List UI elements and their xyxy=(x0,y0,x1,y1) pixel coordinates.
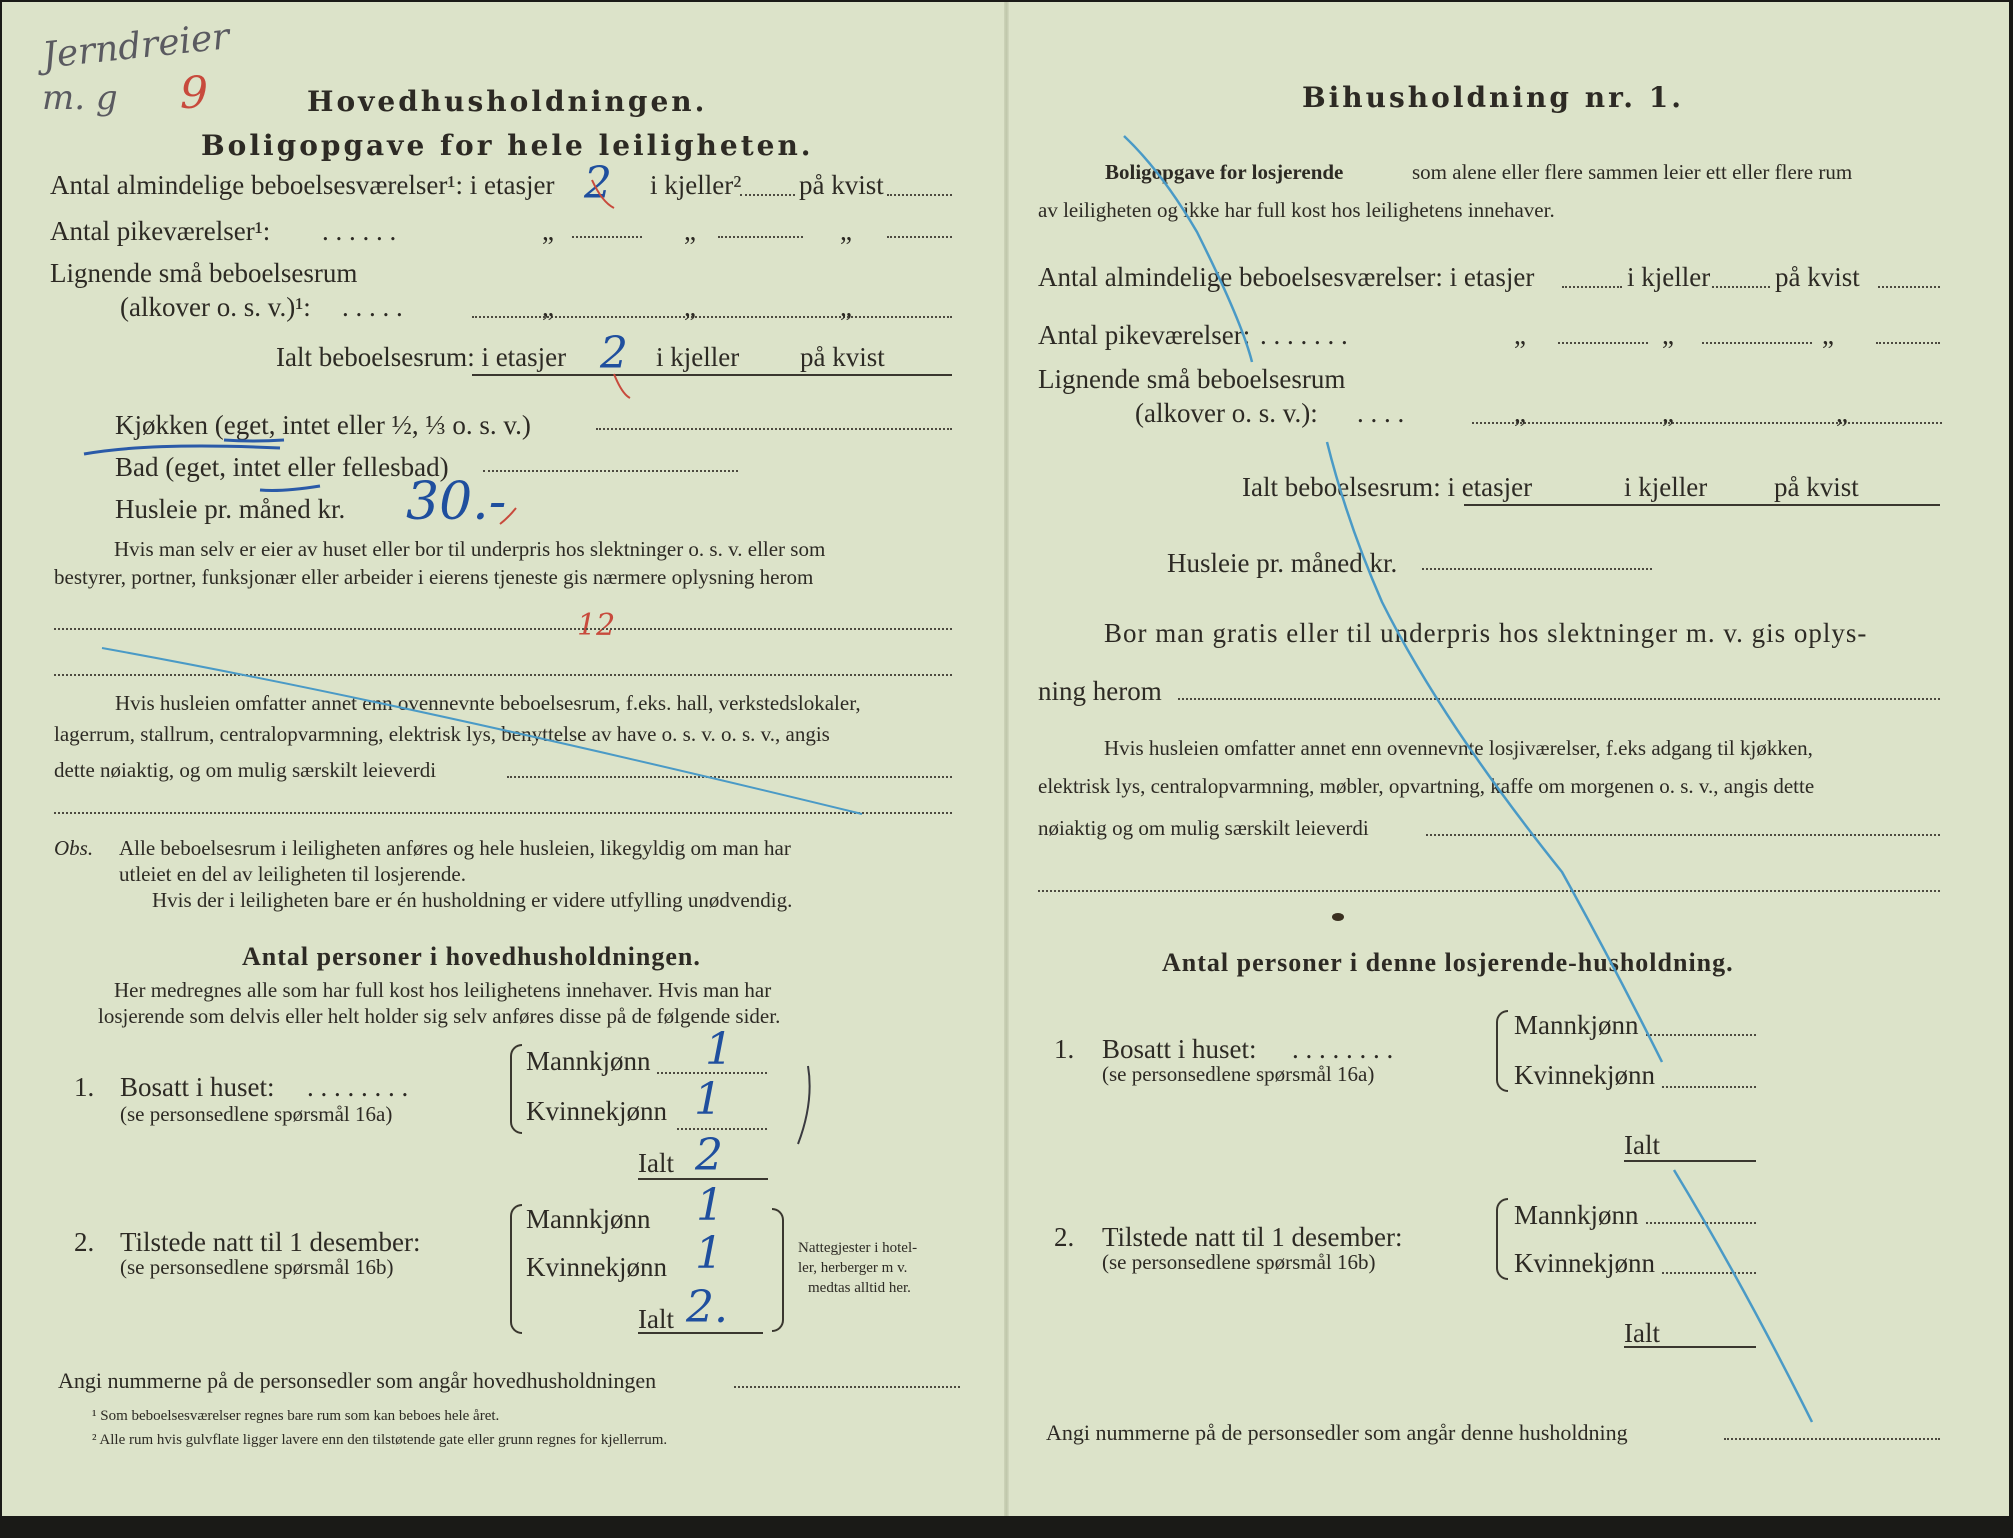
lodger-small-rooms-dots: . . . . xyxy=(1357,398,1405,428)
lodger-small-ditto-2: „ xyxy=(1662,398,1674,428)
ordinary-rooms-label: Antal almindelige beboelsesværelser¹: i etasjer xyxy=(50,170,555,200)
rent-label: Husleie pr. måned kr. xyxy=(115,494,346,524)
extras-paragraph-line-3: dette nøiaktig, og om mulig særskilt leieverdi xyxy=(54,758,437,782)
bath-label: Bad (eget, intet eller fellesbad) xyxy=(115,452,449,482)
lodger-resident-number: 1. xyxy=(1054,1034,1075,1064)
lodger-present-label: Tilstede natt til 1 desember: xyxy=(1102,1222,1403,1252)
obs-line-1: Alle beboelsesrum i leiligheten anføres og hele husleien, likegyldig om man har xyxy=(119,836,791,860)
main-household-title: Hovedhusholdningen. xyxy=(307,85,708,118)
lodger-present-female-label: Kvinnekjønn xyxy=(1514,1248,1655,1278)
resident-label: Bosatt i huset: xyxy=(120,1072,275,1102)
lodger-rooms-attic-label: på kvist xyxy=(1775,262,1860,292)
lodger-extras-line-2: elektrisk lys, centralopvarmning, møbler, opvartning, kaffe om morgenen o. s. v., angis dette xyxy=(1038,774,1815,798)
maid-rooms-label: Antal pikeværelser¹: xyxy=(50,216,271,246)
obs-line-3: Hvis der i leiligheten bare er én husholdning er videre utfylling unødvendig. xyxy=(152,888,793,912)
night-guests-note-2: ler, herberger m v. xyxy=(798,1260,908,1276)
small-rooms-label-2: (alkover o. s. v.)¹: xyxy=(120,292,311,322)
lodger-small-ditto-3: „ xyxy=(1836,398,1848,428)
main-persons-line-2: losjerende som delvis eller helt holder sig selv anføres disse på de følgende sider. xyxy=(98,1004,781,1028)
present-female-value: 1 xyxy=(695,1228,723,1279)
lodger-maid-ditto-3: „ xyxy=(1822,320,1834,350)
census-form-sheet xyxy=(2,2,2009,1516)
extras-paragraph-line-1: Hvis husleien omfatter annet enn ovennevnte beboelsesrum, f.eks. hall, verkstedslokaler, xyxy=(115,691,861,715)
present-total-value: 2. xyxy=(686,1282,728,1333)
small-rooms-ditto-2: „ xyxy=(684,292,696,322)
main-household-subtitle: Boligopgave for hele leiligheten. xyxy=(201,129,814,162)
main-persons-title: Antal personer i hovedhusholdningen. xyxy=(242,942,701,971)
maid-rooms-ditto-2: „ xyxy=(684,216,696,246)
lodger-resident-sub: (se personsedlene spørsmål 16a) xyxy=(1102,1062,1375,1086)
obs-line-2: utleiet en del av leiligheten til losjerende. xyxy=(119,862,466,886)
present-male-value: 1 xyxy=(696,1180,724,1231)
lodger-rent-label: Husleie pr. måned kr. xyxy=(1167,548,1398,578)
lodger-present-sub: (se personsedlene spørsmål 16b) xyxy=(1102,1250,1376,1274)
lodger-total-rooms-label: Ialt beboelsesrum: i etasjer xyxy=(1242,472,1533,502)
lodger-present-number: 2. xyxy=(1054,1222,1075,1252)
present-total-label: Ialt xyxy=(638,1304,674,1334)
total-rooms-floors-value: 2 xyxy=(600,328,628,379)
lodger-total-attic-label: på kvist xyxy=(1774,472,1859,502)
total-rooms-label: Ialt beboelsesrum: i etasjer xyxy=(276,342,567,372)
lodger-present-total-label: Ialt xyxy=(1624,1318,1660,1348)
lodger-maid-rooms-dots: . . . . . . . xyxy=(1260,320,1348,350)
lodger-resident-male-label: Mannkjønn xyxy=(1514,1010,1639,1040)
sub-household-title: Bihusholdning nr. 1. xyxy=(1302,81,1684,114)
lodger-free-line-2: ning herom xyxy=(1038,676,1162,706)
lodger-total-cellar-label: i kjeller xyxy=(1624,472,1708,502)
lodger-small-ditto-1: „ xyxy=(1514,398,1526,428)
resident-female-label: Kvinnekjønn xyxy=(526,1096,667,1126)
margin-note-code: m. g xyxy=(42,78,118,118)
lodger-resident-dots: . . . . . . . . xyxy=(1292,1034,1394,1064)
extras-paragraph-line-2: lagerrum, stallrum, centralopvarmning, elektrisk lys, benyttelse av have o. s. v. o. s. v., angis xyxy=(54,722,830,746)
main-person-numbers-label: Angi nummerne på de personsedler som angår hovedhusholdningen xyxy=(58,1368,657,1393)
resident-sub: (se personsedlene spørsmål 16a) xyxy=(120,1102,393,1126)
ordinary-rooms-attic-label: på kvist xyxy=(799,170,884,200)
owner-paragraph-line-2: bestyrer, portner, funksjonær eller arbeider i eierens tjeneste gis nærmere oplysning herom xyxy=(54,565,814,589)
lodger-rooms-cellar-label: i kjeller xyxy=(1627,262,1711,292)
kitchen-label: Kjøkken (eget, intet eller ½, ⅓ o. s. v.) xyxy=(115,410,531,440)
lodger-maid-ditto-2: „ xyxy=(1662,320,1674,350)
resident-total-value: 2 xyxy=(695,1130,723,1181)
resident-number: 1. xyxy=(74,1072,95,1102)
sub-household-intro-bold: Boligopgave for losjerende xyxy=(1105,160,1344,184)
lodger-maid-rooms-label: Antal pikeværelser: xyxy=(1038,320,1251,350)
night-guests-note-3: medtas alltid her. xyxy=(808,1280,911,1296)
present-sub: (se personsedlene spørsmål 16b) xyxy=(120,1255,394,1279)
owner-paragraph-note: 12 xyxy=(577,608,616,643)
sub-household-intro-2: av leiligheten og ikke har full kost hos leilighetens innehaver. xyxy=(1038,198,1555,222)
ordinary-rooms-cellar-label: i kjeller² xyxy=(650,170,742,200)
small-rooms-dots: . . . . . xyxy=(342,292,403,322)
lodger-present-male-label: Mannkjønn xyxy=(1514,1200,1639,1230)
lodger-small-rooms-label-2: (alkover o. s. v.): xyxy=(1135,398,1318,428)
present-female-label: Kvinnekjønn xyxy=(526,1252,667,1282)
resident-male-label: Mannkjønn xyxy=(526,1046,651,1076)
pencil-annotations xyxy=(2,2,2013,1538)
small-rooms-ditto-1: „ xyxy=(542,292,554,322)
footnote-1: ¹ Som beboelsesværelser regnes bare rum som kan beboes hele året. xyxy=(92,1408,500,1424)
small-rooms-ditto-3: „ xyxy=(840,292,852,322)
lodger-resident-female-label: Kvinnekjønn xyxy=(1514,1060,1655,1090)
margin-note-number: 9 xyxy=(180,68,208,119)
lodger-maid-ditto-1: „ xyxy=(1514,320,1526,350)
ordinary-rooms-floors-value: 2 xyxy=(584,158,612,209)
lodger-rooms-label: Antal almindelige beboelsesværelser: i etasjer xyxy=(1038,262,1535,292)
small-rooms-label: Lignende små beboelsesrum xyxy=(50,258,358,288)
lodger-free-line-1: Bor man gratis eller til underpris hos slektninger m. v. gis oplys- xyxy=(1104,618,1868,648)
footnote-2: ² Alle rum hvis gulvflate ligger lavere enn den tilstøtende gate eller grunn regnes for kjellerrum. xyxy=(92,1432,668,1448)
margin-note-name: Jerndreier xyxy=(40,16,232,77)
night-guests-note-1: Nattegjester i hotel- xyxy=(798,1240,918,1256)
resident-total-label: Ialt xyxy=(638,1148,674,1178)
resident-female-value: 1 xyxy=(694,1074,722,1125)
present-number: 2. xyxy=(74,1227,95,1257)
sub-household-intro-1: som alene eller flere sammen leier ett eller flere rum xyxy=(1412,160,1853,184)
maid-rooms-dots: . . . . . . xyxy=(322,216,397,246)
total-rooms-cellar-label: i kjeller xyxy=(656,342,740,372)
resident-male-value: 1 xyxy=(705,1024,733,1075)
resident-dots: . . . . . . . . xyxy=(307,1072,409,1102)
main-persons-line-1: Her medregnes alle som har full kost hos leilighetens innehaver. Hvis man har xyxy=(114,978,772,1002)
lodger-resident-label: Bosatt i huset: xyxy=(1102,1034,1257,1064)
lodger-person-numbers-label: Angi nummerne på de personsedler som angår denne husholdning xyxy=(1046,1420,1628,1445)
owner-paragraph-line-1: Hvis man selv er eier av huset eller bor til underpris hos slektninger o. s. v. eller som xyxy=(114,537,826,561)
present-male-label: Mannkjønn xyxy=(526,1204,651,1234)
lodger-persons-title: Antal personer i denne losjerende-husholdning. xyxy=(1162,948,1734,977)
lodger-extras-line-1: Hvis husleien omfatter annet enn ovennevnte losjiværelser, f.eks adgang til kjøkken, xyxy=(1104,736,1813,760)
present-label: Tilstede natt til 1 desember: xyxy=(120,1227,421,1257)
obs-label: Obs. xyxy=(54,836,94,860)
rent-value: 30.- xyxy=(406,472,507,532)
lodger-resident-total-label: Ialt xyxy=(1624,1130,1660,1160)
total-rooms-attic-label: på kvist xyxy=(800,342,885,372)
maid-rooms-ditto-1: „ xyxy=(542,216,554,246)
maid-rooms-ditto-3: „ xyxy=(840,216,852,246)
lodger-extras-line-3: nøiaktig og om mulig særskilt leieverdi xyxy=(1038,816,1369,840)
lodger-small-rooms-label: Lignende små beboelsesrum xyxy=(1038,364,1346,394)
